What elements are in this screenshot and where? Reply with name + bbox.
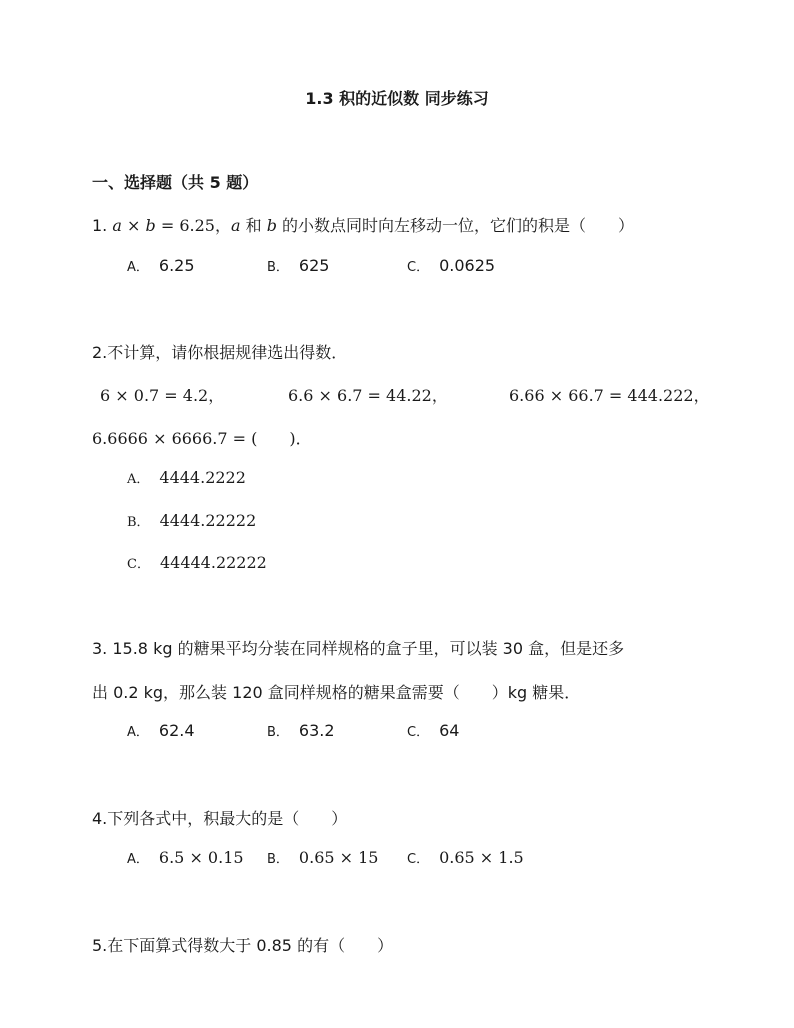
option-letter: C．	[407, 260, 430, 275]
question-2-stem: 2.不计算，请你根据规律选出得数．	[92, 343, 348, 362]
option-value: 6.25	[158, 256, 195, 275]
question-2-option-c[interactable]	[127, 553, 267, 572]
option-letter: B．	[127, 515, 150, 530]
option-letter: A．	[127, 472, 150, 487]
question-4-option-a[interactable]	[127, 848, 244, 867]
option-value: 625	[298, 256, 330, 275]
pattern-equation-1: 6 × 0.7 = 4.2，	[100, 386, 225, 405]
question-2-option-b[interactable]	[127, 511, 256, 530]
option-letter: A．	[127, 852, 149, 867]
page-title: 1.3 积的近似数 同步练习	[305, 89, 489, 108]
question-3-option-c[interactable]	[407, 721, 459, 740]
question-3-line-1: 3. 15.8 kg 的糖果平均分装在同样规格的盒子里，可以装 30 盒，但是还多	[92, 639, 625, 658]
option-letter: C．	[407, 725, 430, 740]
option-letter: B．	[267, 260, 289, 275]
question-1-option-b[interactable]	[267, 256, 329, 275]
option-value: 0.0625	[439, 256, 496, 275]
option-letter: C．	[127, 557, 150, 572]
option-letter: B．	[267, 852, 289, 867]
question-1-stem	[92, 213, 634, 236]
pattern-equation-2: 6.6 × 6.7 = 44.22，	[288, 386, 448, 405]
variable-a: a	[230, 216, 241, 235]
question-2-option-a[interactable]	[127, 468, 246, 487]
option-letter: A．	[127, 260, 149, 275]
question-1-option-c[interactable]	[407, 256, 495, 275]
question-1-option-a[interactable]	[127, 256, 195, 275]
option-value: 63.2	[298, 721, 335, 740]
question-4-option-c[interactable]	[407, 848, 524, 867]
question-text: 的小数点同时向左移动一位，它们的积是（ ）	[276, 216, 635, 235]
option-letter: C．	[407, 852, 430, 867]
question-3-option-a[interactable]	[127, 721, 195, 740]
question-3-option-b[interactable]	[267, 721, 335, 740]
question-number: 1.	[92, 216, 108, 235]
question-5-stem: 5.在下面算式得数大于 0.85 的有（ ）	[92, 936, 394, 955]
option-value: 44444.22222	[159, 553, 267, 572]
section-heading: 一、选择题（共 5 题）	[92, 173, 259, 192]
question-3-line-2: 出 0.2 kg，那么装 120 盒同样规格的糖果盒需要（ ）kg 糖果．	[92, 683, 581, 702]
equation-value: = 6.25	[160, 216, 215, 235]
question-4-stem: 4.下列各式中，积最大的是（ ）	[92, 809, 348, 828]
option-value: 0.65 × 15	[298, 848, 379, 867]
option-value: 4444.22222	[159, 511, 257, 530]
option-value: 0.65 × 1.5	[439, 848, 524, 867]
option-value: 6.5 × 0.15	[158, 848, 244, 867]
option-value: 62.4	[158, 721, 195, 740]
target-equation: 6.6666 × 6666.7 = ( )．	[92, 429, 312, 448]
conjunction: 和	[240, 216, 267, 235]
variable-a: a	[112, 216, 122, 235]
option-letter: A．	[127, 725, 149, 740]
option-letter: B．	[267, 725, 289, 740]
comma: ，	[214, 216, 231, 235]
times-sign: ×	[127, 216, 141, 235]
option-value: 4444.2222	[159, 468, 246, 487]
question-4-option-b[interactable]	[267, 848, 378, 867]
pattern-equation-3: 6.66 × 66.7 = 444.222，	[509, 386, 710, 405]
variable-b: b	[266, 216, 277, 235]
variable-b: b	[145, 216, 156, 235]
option-value: 64	[439, 721, 460, 740]
